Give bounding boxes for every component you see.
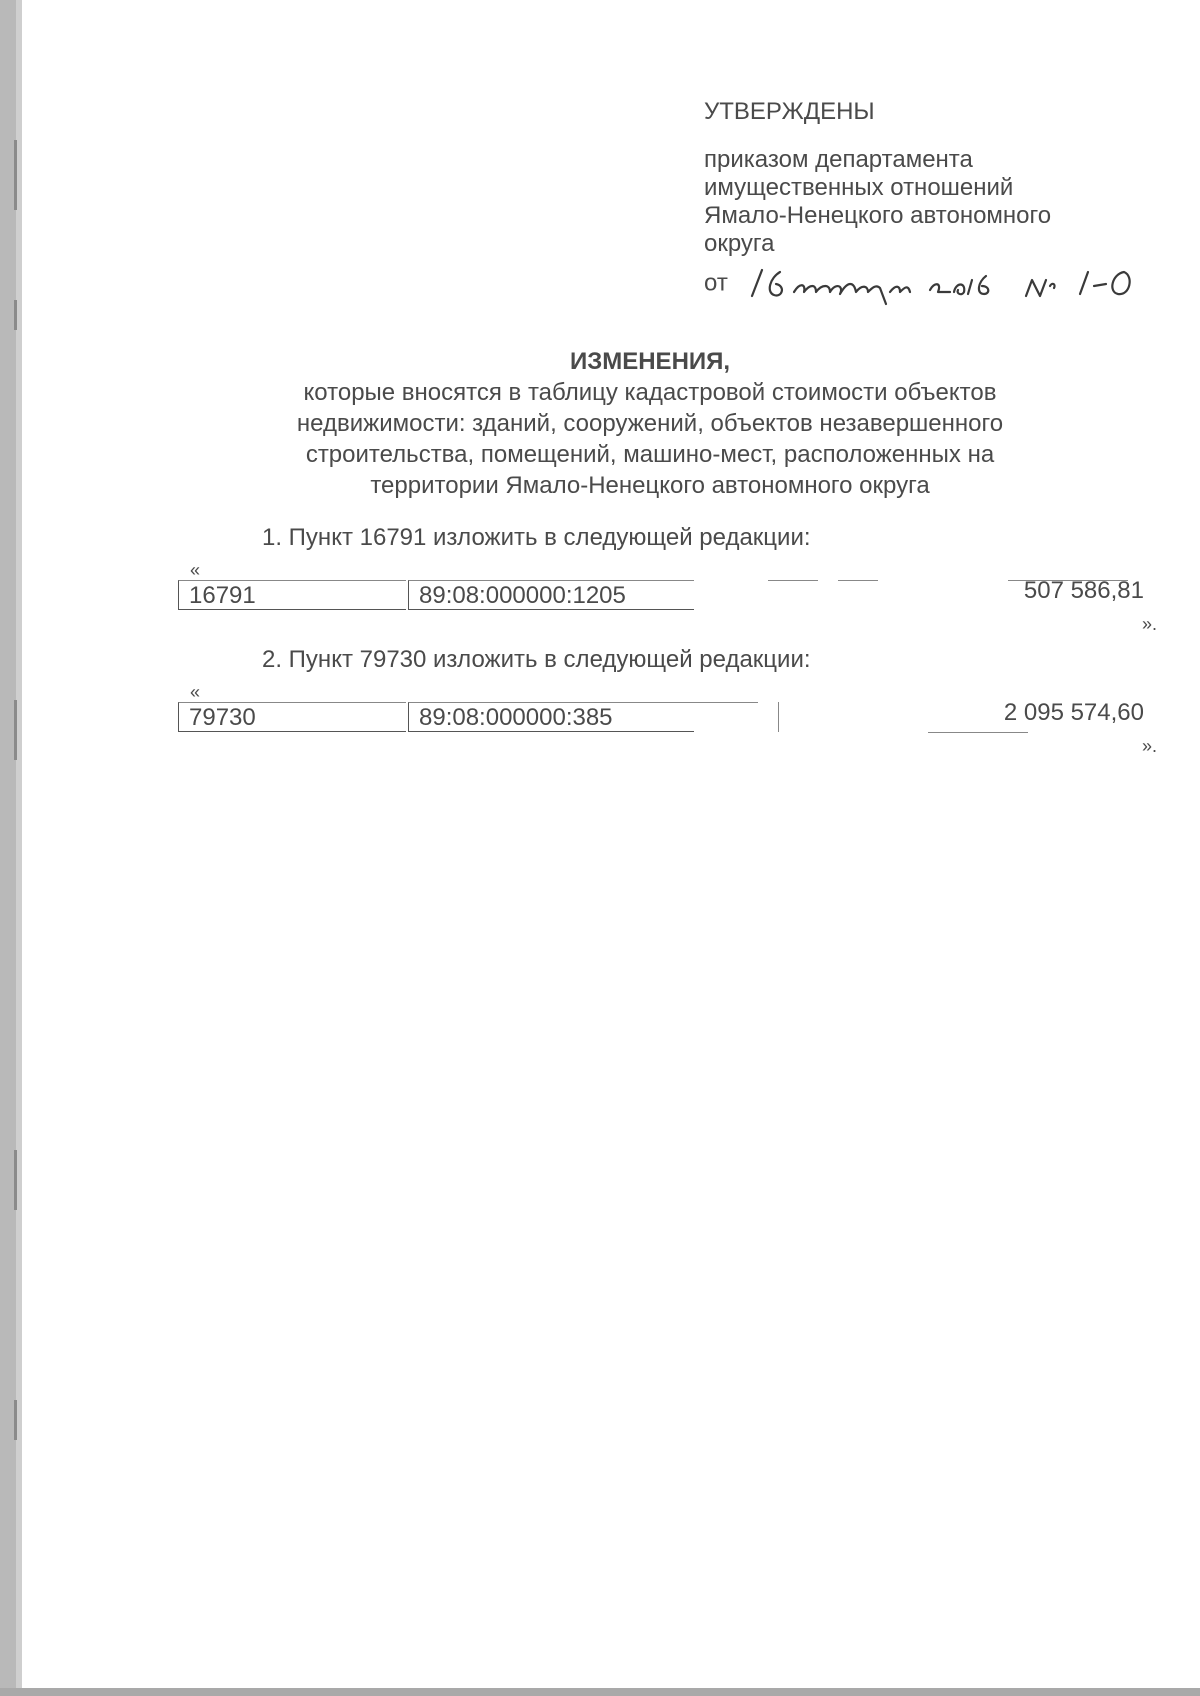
cadastral-value-cell: 507 586,81 [1023,577,1144,604]
table-line [688,702,758,703]
row-number-cell: 79730 [178,702,406,732]
scan-bottom-edge [0,1688,1200,1696]
table-line [838,580,878,581]
cadastral-value-cell: 2 095 574,60 [1003,699,1144,726]
table-row [178,576,1150,612]
item-instruction: 2. Пункт 79730 изложить в следующей редакции: [262,646,811,673]
table-row [178,698,1150,734]
approval-line: имущественных отношений [704,174,1014,201]
row-number-cell: 16791 [178,580,406,610]
approval-line: приказом департамента [704,146,973,173]
open-quote: « [190,560,201,580]
approval-heading: УТВЕРЖДЕНЫ [704,98,875,125]
date-prefix: от [704,269,728,297]
scan-artifact [14,140,17,210]
cadastral-number-cell: 89:08:000000:385 [408,702,694,732]
document-subtitle-line: территории Ямало-Ненецкого автономного округа [370,472,930,499]
document-subtitle-line: которые вносятся в таблицу кадастровой стоимости объектов [303,379,997,406]
document-title-block [180,346,1120,501]
scan-artifact [14,1150,17,1210]
handwritten-date-signature [740,262,1140,306]
approval-date-row [704,262,1144,306]
document-subtitle-line: недвижимости: зданий, сооружений, объектов незавершенного [296,410,1004,437]
scan-artifact [14,1400,17,1440]
document-title: ИЗМЕНЕНИЯ, [569,348,731,375]
cadastral-number-cell: 89:08:000000:1205 [408,580,694,610]
close-quote: ». [1142,614,1158,634]
approval-line: округа [704,230,775,257]
close-quote: ». [1142,736,1158,756]
table-line [768,580,818,581]
document-subtitle-line: строительства, помещений, машино-мест, расположенных на [305,441,995,468]
approval-line: Ямало-Ненецкого автономного [704,202,1052,229]
table-line [928,732,1028,733]
table-line [778,702,829,732]
item-instruction: 1. Пункт 16791 изложить в следующей редакции: [262,524,811,551]
scan-artifact [14,300,17,330]
open-quote: « [190,682,201,702]
scan-artifact [14,700,17,760]
approval-block [704,98,1144,306]
